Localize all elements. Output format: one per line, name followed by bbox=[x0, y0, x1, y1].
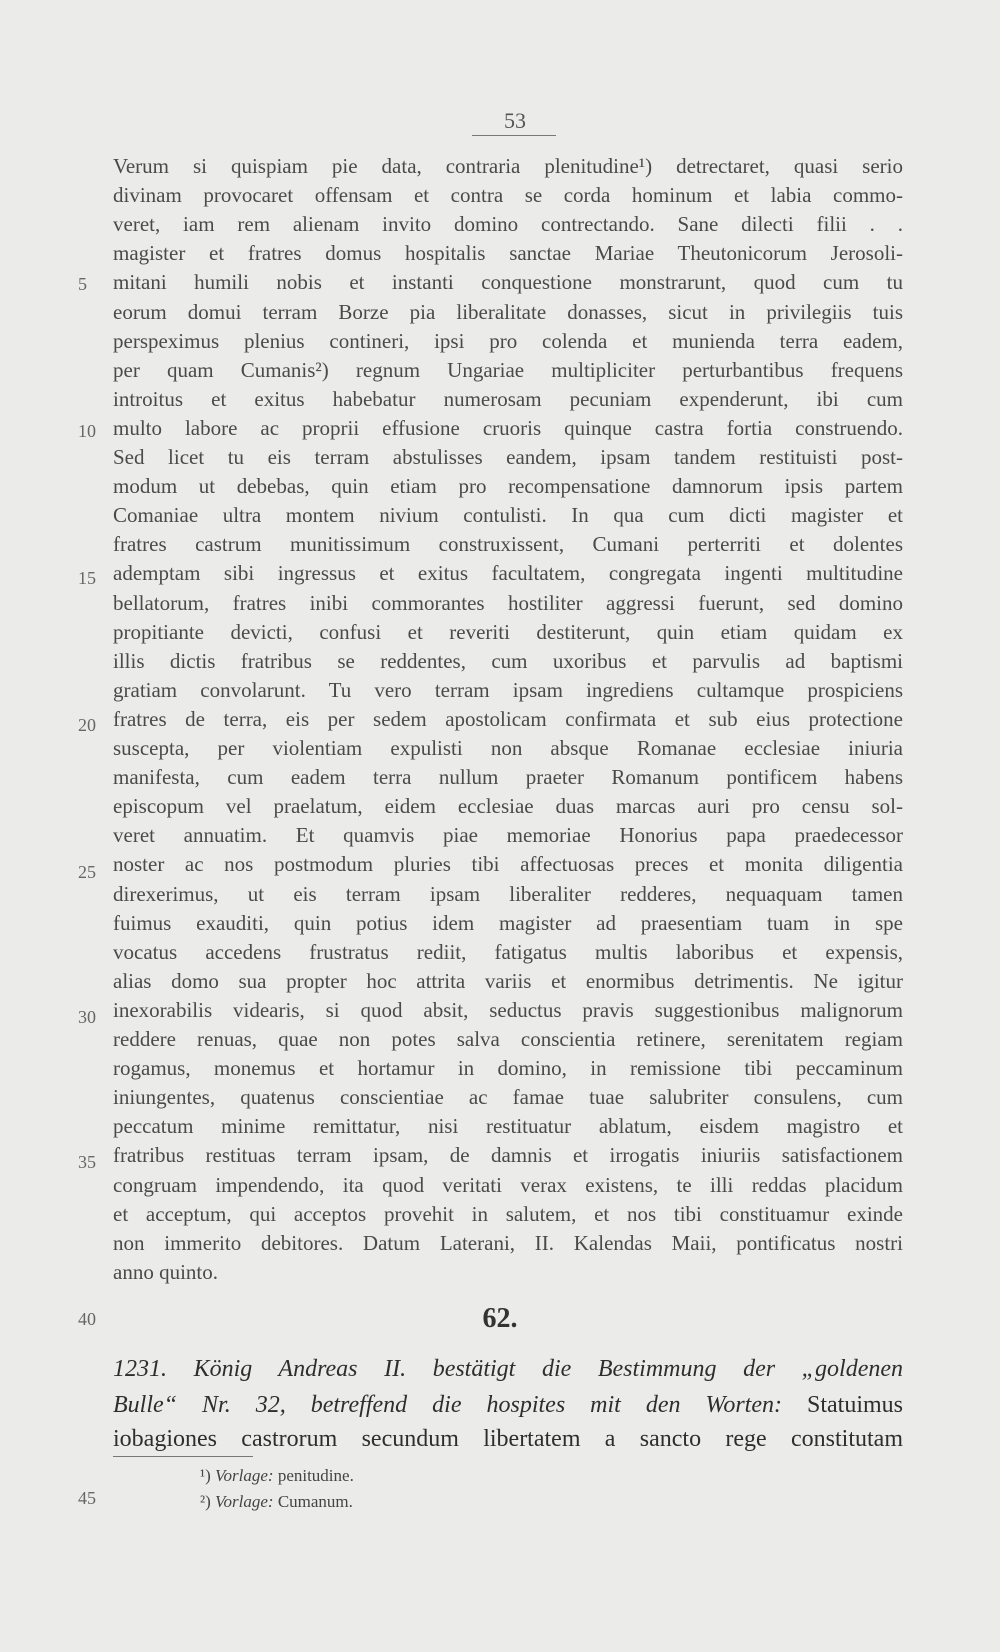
body-line: multo labore ac proprii effusione cruoris quinque castra fortia construendo. bbox=[113, 415, 903, 440]
heading-text: 1231. König Andreas II. bestätigt die Bestimmung der „goldenen bbox=[113, 1356, 903, 1382]
heading-line bbox=[113, 1388, 903, 1422]
body-line: illis dictis fratribus se reddentes, cum uxoribus et parvulis ad baptismi bbox=[113, 648, 903, 673]
body-line: gratiam convolarunt. Tu vero terram ipsam ingrediens cultamque prospiciens bbox=[113, 677, 903, 702]
body-line: introitus et exitus habebatur numerosam pecuniam expenderunt, ibi cum bbox=[113, 386, 903, 411]
body-line: et acceptum, qui acceptos provehit in salutem, et nos tibi constituamur exinde bbox=[113, 1201, 903, 1226]
body-line: veret, iam rem alienam invito domino contrectando. Sane dilecti filii . . bbox=[113, 212, 903, 237]
body-line: propitiante devicti, confusi et reveriti destiterunt, quin etiam quidam ex bbox=[113, 619, 903, 644]
body-line: noster ac nos postmodum pluries tibi affectuosas preces et monita diligentia bbox=[113, 852, 903, 877]
body-line: suscepta, per violentiam expulisti non absque Romanae ecclesiae iniuria bbox=[113, 736, 903, 760]
line-number: 10 bbox=[78, 421, 96, 441]
line-number: 15 bbox=[78, 568, 96, 588]
body-line: reddere renuas, quae non potes salva conscientia retinere, serenitatem regiam bbox=[113, 1027, 903, 1051]
body-line: per quam Cumanis²) regnum Ungariae multipliciter perturbantibus frequens bbox=[113, 357, 903, 382]
body-line: vocatus accedens frustratus rediit, fatigatus multis laboribus et expensis, bbox=[113, 939, 903, 964]
body-line: manifesta, cum eadem terra nullum praeter Romanum pontificem habens bbox=[113, 765, 903, 790]
heading-line bbox=[113, 1422, 903, 1456]
document-number: 62. bbox=[482, 1303, 518, 1334]
body-line: inexorabilis videaris, si quod absit, seductus pravis suggestionibus malignorum bbox=[113, 997, 903, 1022]
body-line: Comaniae ultra montem nivium contulisti. In qua cum dicti magister et bbox=[113, 503, 903, 528]
footnote-label: Vorlage: bbox=[215, 1466, 274, 1485]
body-line: bellatorum, fratres inibi commorantes hostiliter aggressi fuerunt, sed domino bbox=[113, 590, 903, 615]
heading-text: Bulle“ Nr. 32, betreffend die hospites mit den Worten: bbox=[113, 1392, 807, 1418]
heading-text: iobagiones castrorum secundum libertatem a sancto rege constitutam bbox=[113, 1426, 903, 1452]
footnote bbox=[200, 1464, 354, 1488]
body-line: rogamus, monemus et hortamur in domino, in remissione tibi peccaminum bbox=[113, 1056, 903, 1081]
body-line: anno quinto. bbox=[113, 1259, 218, 1284]
body-line: magister et fratres domus hospitalis sanctae Mariae Theutonicorum Jerosoli- bbox=[113, 241, 903, 266]
body-line: alias domo sua propter hoc attrita variis et enormibus detrimentis. Ne igitur bbox=[113, 968, 903, 993]
body-line: non immerito debitores. Datum Laterani, II. Kalendas Maii, pontificatus nostri bbox=[113, 1230, 903, 1255]
body-line: ademptam sibi ingressus et exitus facultatem, congregata ingenti multitudine bbox=[113, 561, 903, 586]
body-line: perspeximus plenius contineri, ipsi pro colenda et munienda terra eadem, bbox=[113, 328, 903, 353]
body-line: veret annuatim. Et quamvis piae memoriae Honorius papa praedecessor bbox=[113, 823, 903, 848]
footnote-text: Cumanum. bbox=[277, 1492, 353, 1511]
body-line: eorum domui terram Borze pia liberalitate donasses, sicut in privilegiis tuis bbox=[113, 299, 903, 324]
body-line: mitani humili nobis et instanti conquestione monstrarunt, quod cum tu bbox=[113, 270, 903, 295]
footnote bbox=[200, 1490, 353, 1514]
footnote-text: penitudine. bbox=[277, 1466, 354, 1485]
body-line: fuimus exauditi, quin potius idem magister ad praesentiam tuam in spe bbox=[113, 910, 903, 935]
line-number: 25 bbox=[78, 862, 96, 882]
body-line: peccatum minime remittatur, nisi restituatur ablatum, eisdem magistro et bbox=[113, 1114, 903, 1139]
body-line: fratres de terra, eis per sedem apostolicam confirmata et sub eius protectione bbox=[113, 706, 903, 731]
body-line: fratribus restituas terram ipsam, de damnis et irrogatis iniuriis satisfactionem bbox=[113, 1143, 903, 1168]
body-line: episcopum vel praelatum, eidem ecclesiae duas marcas auri pro censu sol- bbox=[113, 794, 903, 819]
heading-line bbox=[113, 1352, 903, 1386]
body-line: direxerimus, ut eis terram ipsam liberaliter redderes, nequaquam tamen bbox=[113, 881, 903, 906]
line-number: 5 bbox=[78, 274, 87, 294]
line-number: 30 bbox=[78, 1007, 96, 1027]
body-line: iniungentes, quatenus conscientiae ac famae tuae salubriter consulens, cum bbox=[113, 1085, 903, 1110]
line-number: 40 bbox=[78, 1309, 96, 1329]
footnote-rule bbox=[113, 1456, 253, 1457]
line-number: 45 bbox=[78, 1488, 96, 1508]
page-number: 53 bbox=[504, 108, 526, 133]
body-line: divinam provocaret offensam et contra se corda hominum et labia commo- bbox=[113, 183, 903, 208]
page-number-rule bbox=[472, 135, 556, 136]
footnote-mark: ¹) bbox=[200, 1466, 211, 1485]
line-number: 35 bbox=[78, 1152, 96, 1172]
body-line: Verum si quispiam pie data, contraria plenitudine¹) detrectaret, quasi serio bbox=[113, 154, 903, 178]
line-number: 20 bbox=[78, 715, 96, 735]
heading-text: Statuimus bbox=[806, 1392, 903, 1418]
body-line: fratres castrum munitissimum construxissent, Cumani perterriti et dolentes bbox=[113, 532, 903, 557]
footnote-label: Vorlage: bbox=[215, 1492, 274, 1511]
body-line: Sed licet tu eis terram abstulisses eandem, ipsam tandem restituisti post- bbox=[113, 445, 903, 469]
footnote-mark: ²) bbox=[200, 1492, 211, 1511]
body-line: congruam impendendo, ita quod veritati verax existens, te illi reddas placidum bbox=[113, 1172, 903, 1197]
body-line: modum ut debebas, quin etiam pro recompensatione damnorum ipsis partem bbox=[113, 474, 903, 499]
